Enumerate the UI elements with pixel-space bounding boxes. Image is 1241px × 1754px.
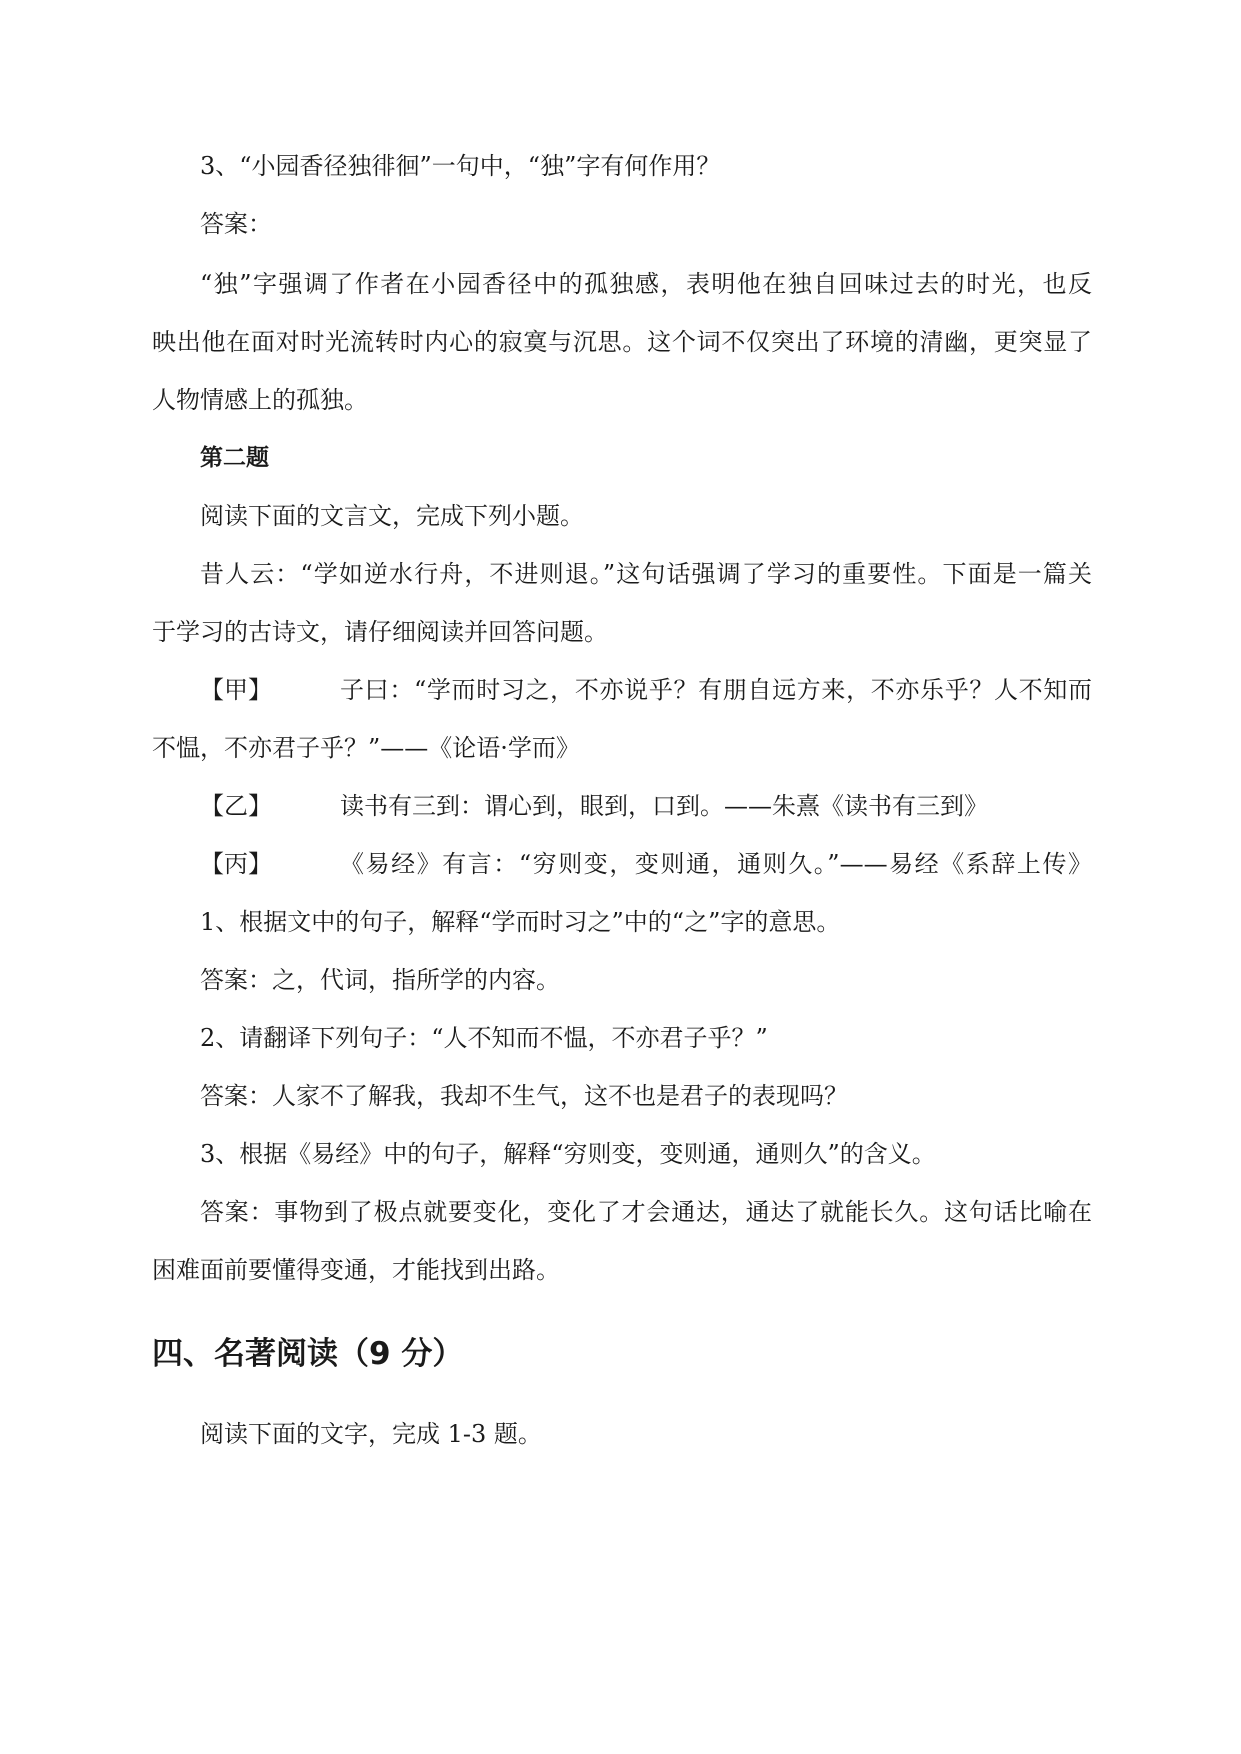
- sub-answer-2: 答案：人家不了解我，我却不生气，这不也是君子的表现吗？: [200, 1082, 848, 1110]
- passage-text: 《易经》有言：“穷则变，变则通，通则久。”——易经《系辞上传》: [340, 850, 1092, 878]
- second-instruction: 阅读下面的文言文，完成下列小题。: [200, 502, 584, 530]
- q3-question: 3、“小园香径独徘徊”一句中，“独”字有何作用？: [200, 152, 721, 180]
- q3-answer-line-3: 人物情感上的孤独。: [152, 386, 368, 414]
- passage-jia-continuation: 不愠，不亦君子乎？”——《论语·学而》: [152, 734, 580, 762]
- sub-question-2: 2、请翻译下列句子：“人不知而不愠，不亦君子乎？”: [200, 1024, 768, 1052]
- passage-tag: 【甲】: [200, 676, 272, 704]
- sub-answer-3-line-1: 答案：事物到了极点就要变化，变化了才会通达，通达了就能长久。这句话比喻在: [200, 1198, 1092, 1226]
- sub-question-3: 3、根据《易经》中的句子，解释“穷则变，变则通，通则久”的含义。: [200, 1140, 936, 1168]
- q3-answer-line-1: “独”字强调了作者在小园香径中的孤独感，表明他在独自回味过去的时光，也反: [200, 270, 1092, 298]
- second-intro-line-2: 于学习的古诗文，请仔细阅读并回答问题。: [152, 618, 608, 646]
- sub-answer-1: 答案：之，代词，指所学的内容。: [200, 966, 560, 994]
- section-instruction: 阅读下面的文字，完成 1-3 题。: [200, 1420, 542, 1448]
- passage-tag: 【丙】: [200, 850, 272, 878]
- q3-answer-label: 答案：: [200, 210, 272, 238]
- q3-answer-line-2: 映出他在面对时光流转时内心的寂寞与沉思。这个词不仅突出了环境的清幽，更突显了: [152, 328, 1092, 356]
- section-heading: 四、名著阅读（9 分）: [152, 1336, 464, 1372]
- passage-tag: 【乙】: [200, 792, 272, 820]
- passage-text: 子曰：“学而时习之，不亦说乎？有朋自远方来，不亦乐乎？人不知而: [340, 676, 1092, 704]
- sub-answer-3-line-2: 困难面前要懂得变通，才能找到出路。: [152, 1256, 560, 1284]
- passage-text: 读书有三到：谓心到，眼到，口到。——朱熹《读书有三到》: [340, 792, 988, 820]
- sub-question-1: 1、根据文中的句子，解释“学而时习之”中的“之”字的意思。: [200, 908, 841, 936]
- second-intro-line-1: 昔人云：“学如逆水行舟，不进则退。”这句话强调了学习的重要性。下面是一篇关: [200, 560, 1092, 588]
- second-question-title: 第二题: [200, 445, 269, 471]
